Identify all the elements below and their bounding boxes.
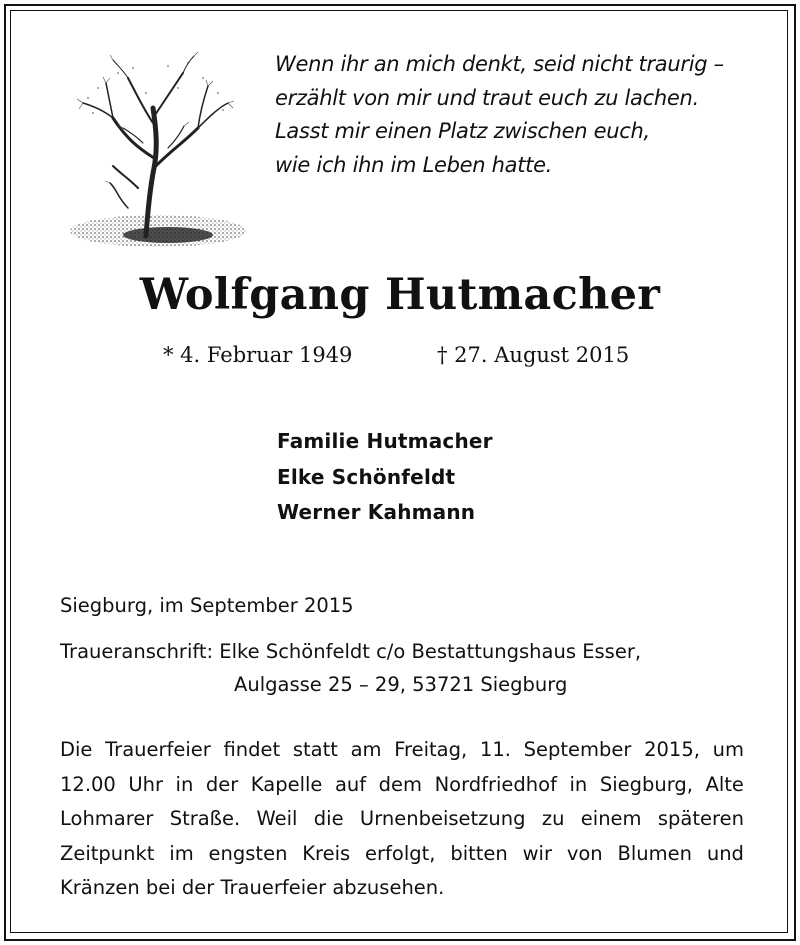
word: Blumen <box>617 841 693 865</box>
word: bitten <box>450 841 508 865</box>
poem-line: wie ich ihn im Leben hatte. <box>275 152 553 177</box>
word: Straße. <box>169 807 241 830</box>
word: von <box>566 841 603 865</box>
word: auf <box>334 772 367 796</box>
poem-line: Wenn ihr an mich denkt, seid nicht traurig – <box>275 52 724 76</box>
word: um <box>712 738 744 761</box>
word: Freitag, <box>394 738 468 761</box>
poem-line: Lasst mir einen Platz zwischen euch, <box>275 119 650 143</box>
word: im <box>169 841 194 865</box>
poem <box>275 48 775 182</box>
birth-date: * 4. Februar 1949 <box>163 343 353 367</box>
word: der <box>205 772 239 796</box>
word: Siegburg, <box>599 772 693 796</box>
address-line-1: Traueranschrift: Elke Schönfeldt c/o Bestattungshaus Esser, <box>60 640 642 663</box>
word: Urnenbeisetzung <box>359 807 526 830</box>
word: Lohmarer <box>60 807 154 830</box>
mourner: Elke Schönfeldt <box>277 464 456 489</box>
word: Alte <box>705 772 744 796</box>
word: Nordfriedhof <box>434 772 557 796</box>
ceremony-line <box>60 733 744 768</box>
word: erfolgt, <box>365 841 436 865</box>
word: am <box>350 738 382 761</box>
ceremony-line <box>60 802 744 837</box>
word: 2015, <box>644 738 700 761</box>
mourner: Familie Hutmacher <box>277 429 493 453</box>
word: engsten <box>208 841 288 865</box>
place-date: Siegburg, im September 2015 <box>60 594 354 617</box>
word: zu <box>541 807 565 830</box>
word: wir <box>522 841 552 865</box>
word: Kreis <box>302 841 351 865</box>
mourner: Werner Kahmann <box>277 500 476 524</box>
word: die <box>313 807 344 830</box>
word: in <box>569 772 588 796</box>
word: September <box>523 738 632 761</box>
word: späteren <box>657 807 744 830</box>
ceremony-line <box>60 768 744 803</box>
word: Kapelle <box>250 772 323 796</box>
word: Zeitpunkt <box>60 841 155 865</box>
word: Uhr <box>128 772 164 796</box>
word: findet <box>223 738 281 761</box>
ceremony-line <box>60 837 744 872</box>
word: dem <box>378 772 423 796</box>
tree-illustration-icon <box>58 48 248 258</box>
word: 11. <box>479 738 511 761</box>
word: einem <box>580 807 642 830</box>
mourners-list <box>277 424 493 531</box>
address-line-2: Aulgasse 25 – 29, 53721 Siegburg <box>234 673 568 696</box>
poem-line: erzählt von mir und traut euch zu lachen. <box>275 85 699 110</box>
word: Weil <box>256 807 298 830</box>
ceremony-paragraph <box>60 733 744 906</box>
word: in <box>175 772 194 796</box>
word: 12.00 <box>60 772 116 796</box>
deceased-name: Wolfgang Hutmacher <box>139 270 661 320</box>
ceremony-line: Kränzen bei der Trauerfeier abzusehen. <box>60 876 445 899</box>
death-date: † 27. August 2015 <box>437 343 630 367</box>
word: statt <box>292 738 338 761</box>
word: Trauerfeier <box>105 738 211 761</box>
word: Die <box>60 738 93 761</box>
word: und <box>706 841 744 865</box>
